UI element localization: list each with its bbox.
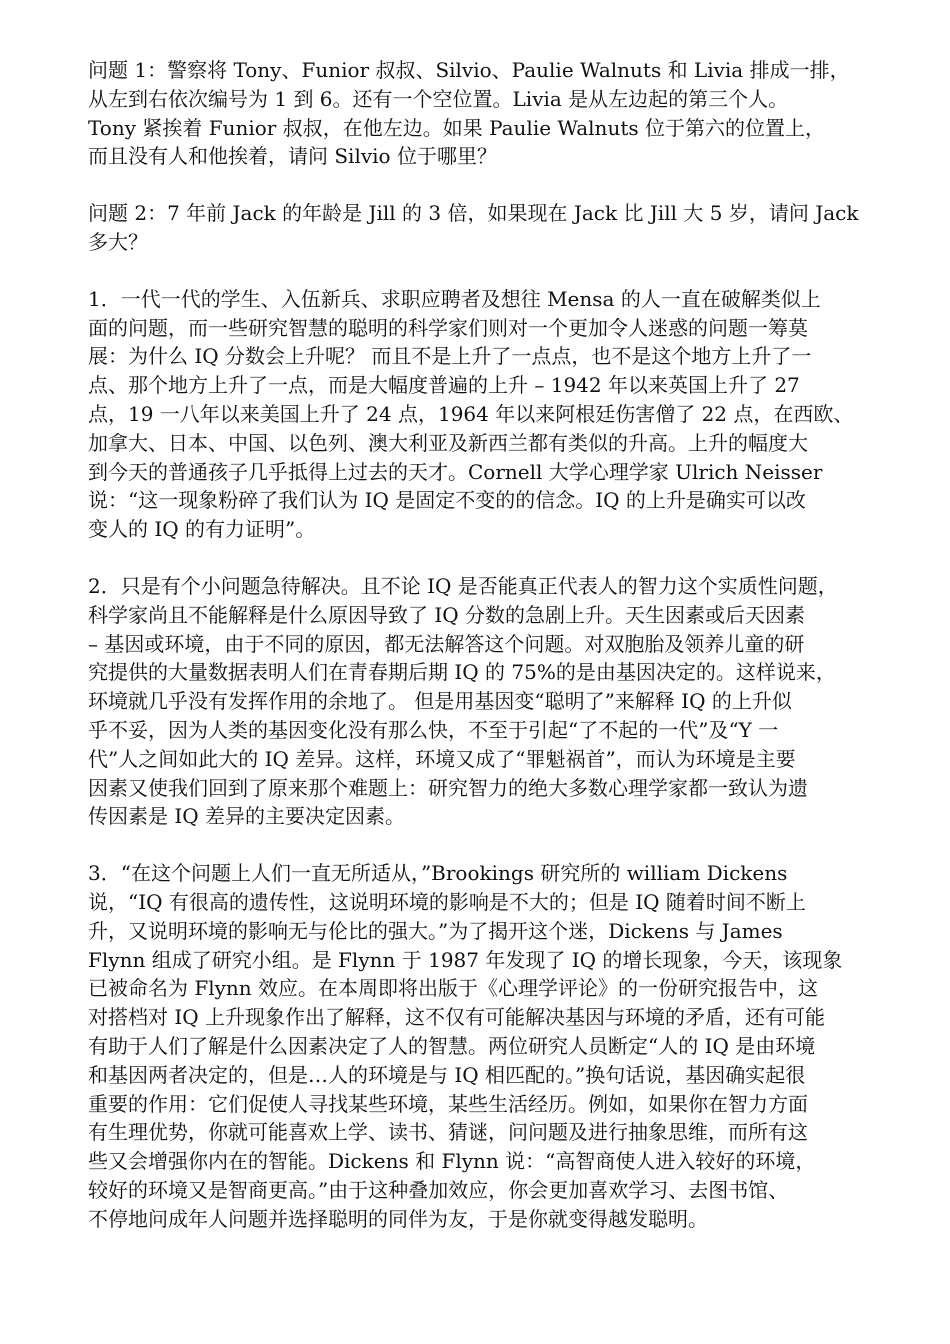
text-line: 重要的作用：它们促使人寻找某些环境，某些生活经历。例如，如果你在智力方面 bbox=[88, 1091, 808, 1116]
section-2-paragraph bbox=[88, 572, 918, 831]
text-line: 已被命名为 Flynn 效应。在本周即将出版于《心理学评论》的一份研究报告中，这 bbox=[88, 976, 819, 1001]
section-1-paragraph bbox=[88, 285, 918, 544]
text-line: 科学家尚且不能解释是什么原因导致了 IQ 分数的急剧上升。天生因素或后天因素 bbox=[88, 602, 806, 627]
text-line: 从左到右依次编号为 1 到 6。还有一个空位置。Livia 是从左边起的第三个人。 bbox=[88, 86, 789, 111]
text-line: – 基因或环境，由于不同的原因，都无法解答这个问题。对双胞胎及领养儿童的研 bbox=[88, 631, 805, 656]
document-page bbox=[88, 56, 918, 1261]
text-line: 点，19 一八年以来美国上升了 24 点，1964 年以来阿根廷伤害僧了 22 点，在西欧、 bbox=[88, 401, 854, 426]
text-line: 传因素是 IQ 差异的主要决定因素。 bbox=[88, 804, 406, 829]
text-line: 升，又说明环境的影响无与伦比的强大。”为了揭开这个迷，Dickens 与 James bbox=[88, 918, 783, 943]
text-line: 有助于人们了解是什么因素决定了人的智慧。两位研究人员断定“人的 IQ 是由环境 bbox=[88, 1033, 816, 1058]
text-line: 点、那个地方上升了一点，而是大幅度普遍的上升 – 1942 年以来英国上升了 27 bbox=[88, 373, 800, 398]
text-line: 到今天的普通孩子几乎抵得上过去的天才。Cornell 大学心理学家 Ulrich Neisser bbox=[88, 459, 823, 484]
text-line: 有生理优势，你就可能喜欢上学、读书、猜谜，问问题及进行抽象思维，而所有这 bbox=[88, 1120, 808, 1145]
text-line: 面的问题，而一些研究智慧的聪明的科学家们则对一个更加令人迷惑的问题一筹莫 bbox=[88, 315, 808, 340]
question-2-paragraph bbox=[88, 199, 918, 257]
text-line: 环境就几乎没有发挥作用的余地了。 但是用基因变“聪明了”来解释 IQ 的上升似 bbox=[88, 689, 792, 714]
section-3-paragraph bbox=[88, 859, 918, 1233]
text-line: 因素又使我们回到了原来那个难题上：研究智力的绝大多数心理学家都一致认为遗 bbox=[88, 775, 808, 800]
text-line: 些又会增强你内在的智能。Dickens 和 Flynn 说：“高智商使人进入较好的环境， bbox=[88, 1149, 816, 1174]
text-line: 1．一代一代的学生、入伍新兵、求职应聘者及想往 Mensa 的人一直在破解类似上 bbox=[88, 286, 821, 311]
text-line: 究提供的大量数据表明人们在青春期后期 IQ 的 75%的是由基因决定的。这样说来， bbox=[88, 660, 836, 685]
text-line: Flynn 组成了研究小组。是 Flynn 于 1987 年发现了 IQ 的增长现象，今天，该现象 bbox=[88, 947, 843, 972]
question-1-paragraph bbox=[88, 56, 918, 171]
text-line: 多大？ bbox=[88, 229, 148, 254]
text-line: 和基因两者决定的，但是…人的环境是与 IQ 相匹配的。”换句话说，基因确实起很 bbox=[88, 1062, 806, 1087]
text-line: 加拿大、日本、中国、以色列、澳大利亚及新西兰都有类似的升高。上升的幅度大 bbox=[88, 430, 808, 455]
text-line: 问题 2：7 年前 Jack 的年龄是 Jill 的 3 倍，如果现在 Jack 比 Jill 大 5 岁，请问 Jack bbox=[88, 201, 859, 226]
text-line: 2．只是有个小问题急待解决。且不论 IQ 是否能真正代表人的智力这个实质性问题， bbox=[88, 573, 838, 598]
text-line: 代”人之间如此大的 IQ 差异。这样，环境又成了“罪魁祸首”，而认为环境是主要 bbox=[88, 746, 796, 771]
text-line: 说：“这一现象粉碎了我们认为 IQ 是固定不变的的信念。IQ 的上升是确实可以改 bbox=[88, 488, 806, 513]
text-line: 较好的环境又是智商更高。”由于这种叠加效应，你会更加喜欢学习、去图书馆、 bbox=[88, 1177, 789, 1202]
text-line: 说，“IQ 有很高的遗传性，这说明环境的影响是不大的；但是 IQ 随着时间不断上 bbox=[88, 889, 806, 914]
text-line: Tony 紧挨着 Funior 叔叔，在他左边。如果 Paulie Walnuts 位于第六的位置上， bbox=[88, 115, 825, 140]
text-line: 3．“在这个问题上人们一直无所适从，”Brookings 研究所的 william Dickens bbox=[88, 861, 788, 886]
text-line: 而且没有人和他挨着，请问 Silvio 位于哪里？ bbox=[88, 144, 497, 169]
text-line: 变人的 IQ 的有力证明”。 bbox=[88, 517, 316, 542]
text-line: 不停地问成年人问题并选择聪明的同伴为友，于是你就变得越发聪明。 bbox=[88, 1206, 708, 1231]
text-line: 乎不妥，因为人类的基因变化没有那么快，不至于引起“了不起的一代”及“Y 一 bbox=[88, 717, 779, 742]
text-line: 展：为什么 IQ 分数会上升呢？ 而且不是上升了一点点，也不是这个地方上升了一 bbox=[88, 344, 812, 369]
text-line: 问题 1：警察将 Tony、Funior 叔叔、Silvio、Paulie Walnuts 和 Livia 排成一排， bbox=[88, 58, 850, 82]
text-line: 对搭档对 IQ 上升现象作出了解释，这不仅有可能解决基因与环境的矛盾，还有可能 bbox=[88, 1005, 826, 1030]
